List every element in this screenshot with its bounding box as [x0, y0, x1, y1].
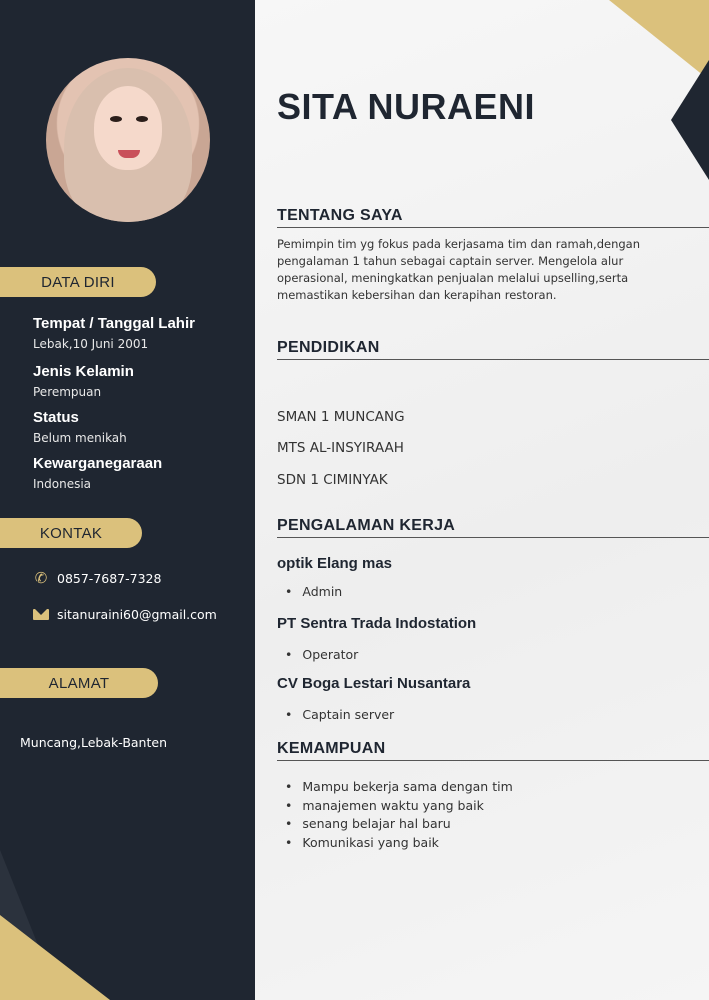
field-gender-value: Perempuan: [33, 385, 102, 399]
job-company: CV Boga Lestari Nusantara: [277, 675, 471, 692]
profile-photo: [46, 58, 210, 222]
education-item: MTS AL-INSYIRAAH: [277, 440, 404, 456]
photo-eye-left: [110, 116, 122, 122]
field-status-value: Belum menikah: [33, 431, 127, 445]
main-content: [255, 0, 709, 1000]
field-status: [33, 409, 127, 446]
email-icon: [33, 609, 49, 620]
skills-heading: KEMAMPUAN: [277, 740, 709, 761]
about-text: Pemimpin tim yg fokus pada kerjasama tim dan ramah,dengan pengalaman 1 tahun sebagai captain server. Mengelola alur operasional, meningkatkan penjualan melalui upselling,serta memastikan kebersihan dan kerapihan restoran.: [277, 237, 640, 302]
section-experience: [277, 517, 709, 538]
section-skills: [277, 740, 709, 761]
field-birth: [33, 315, 195, 352]
field-status-label: Status: [33, 409, 79, 426]
phone-text: 0857-7687-7328: [57, 570, 162, 586]
field-birth-label: Tempat / Tanggal Lahir: [33, 315, 195, 332]
contact-phone: [33, 570, 161, 586]
decorative-triangle-gold: [0, 915, 110, 1000]
experience-heading: PENGALAMAN KERJA: [277, 517, 709, 538]
page-title: SITA NURAENI: [277, 86, 535, 127]
kontak-heading: KONTAK: [0, 518, 142, 548]
sidebar: [0, 0, 255, 1000]
section-education: [277, 339, 709, 360]
job-role: • Admin: [285, 584, 342, 599]
skill-item: • Komunikasi yang baik: [285, 834, 513, 853]
skill-item: • manajemen waktu yang baik: [285, 797, 513, 816]
alamat-heading: ALAMAT: [0, 668, 158, 698]
job-role: • Captain server: [285, 707, 394, 722]
field-gender-label: Jenis Kelamin: [33, 363, 134, 380]
skills-list: [285, 778, 513, 852]
photo-eye-right: [136, 116, 148, 122]
skill-item: • senang belajar hal baru: [285, 815, 513, 834]
field-gender: [33, 363, 134, 400]
education-item: SMAN 1 MUNCANG: [277, 409, 405, 425]
field-birth-value: Lebak,10 Juni 2001: [33, 337, 149, 351]
skill-item: • Mampu bekerja sama dengan tim: [285, 778, 513, 797]
field-citizenship-value: Indonesia: [33, 477, 92, 491]
data-diri-heading: DATA DIRI: [0, 267, 156, 297]
decorative-corner-dark: [671, 60, 709, 180]
education-item: SDN 1 CIMINYAK: [277, 472, 388, 488]
phone-icon: ✆: [34, 569, 48, 587]
about-heading: TENTANG SAYA: [277, 207, 709, 228]
address-text: Muncang,Lebak-Banten: [20, 735, 167, 750]
education-heading: PENDIDIKAN: [277, 339, 709, 360]
field-citizenship: [33, 455, 162, 492]
job-company: optik Elang mas: [277, 555, 393, 572]
email-text: sitanuraini60@gmail.com: [57, 607, 217, 622]
section-about: [277, 207, 709, 304]
job-role: • Operator: [285, 647, 358, 662]
job-company: PT Sentra Trada Indostation: [277, 615, 477, 632]
field-citizenship-label: Kewarganegaraan: [33, 455, 163, 472]
contact-email: [33, 607, 217, 622]
